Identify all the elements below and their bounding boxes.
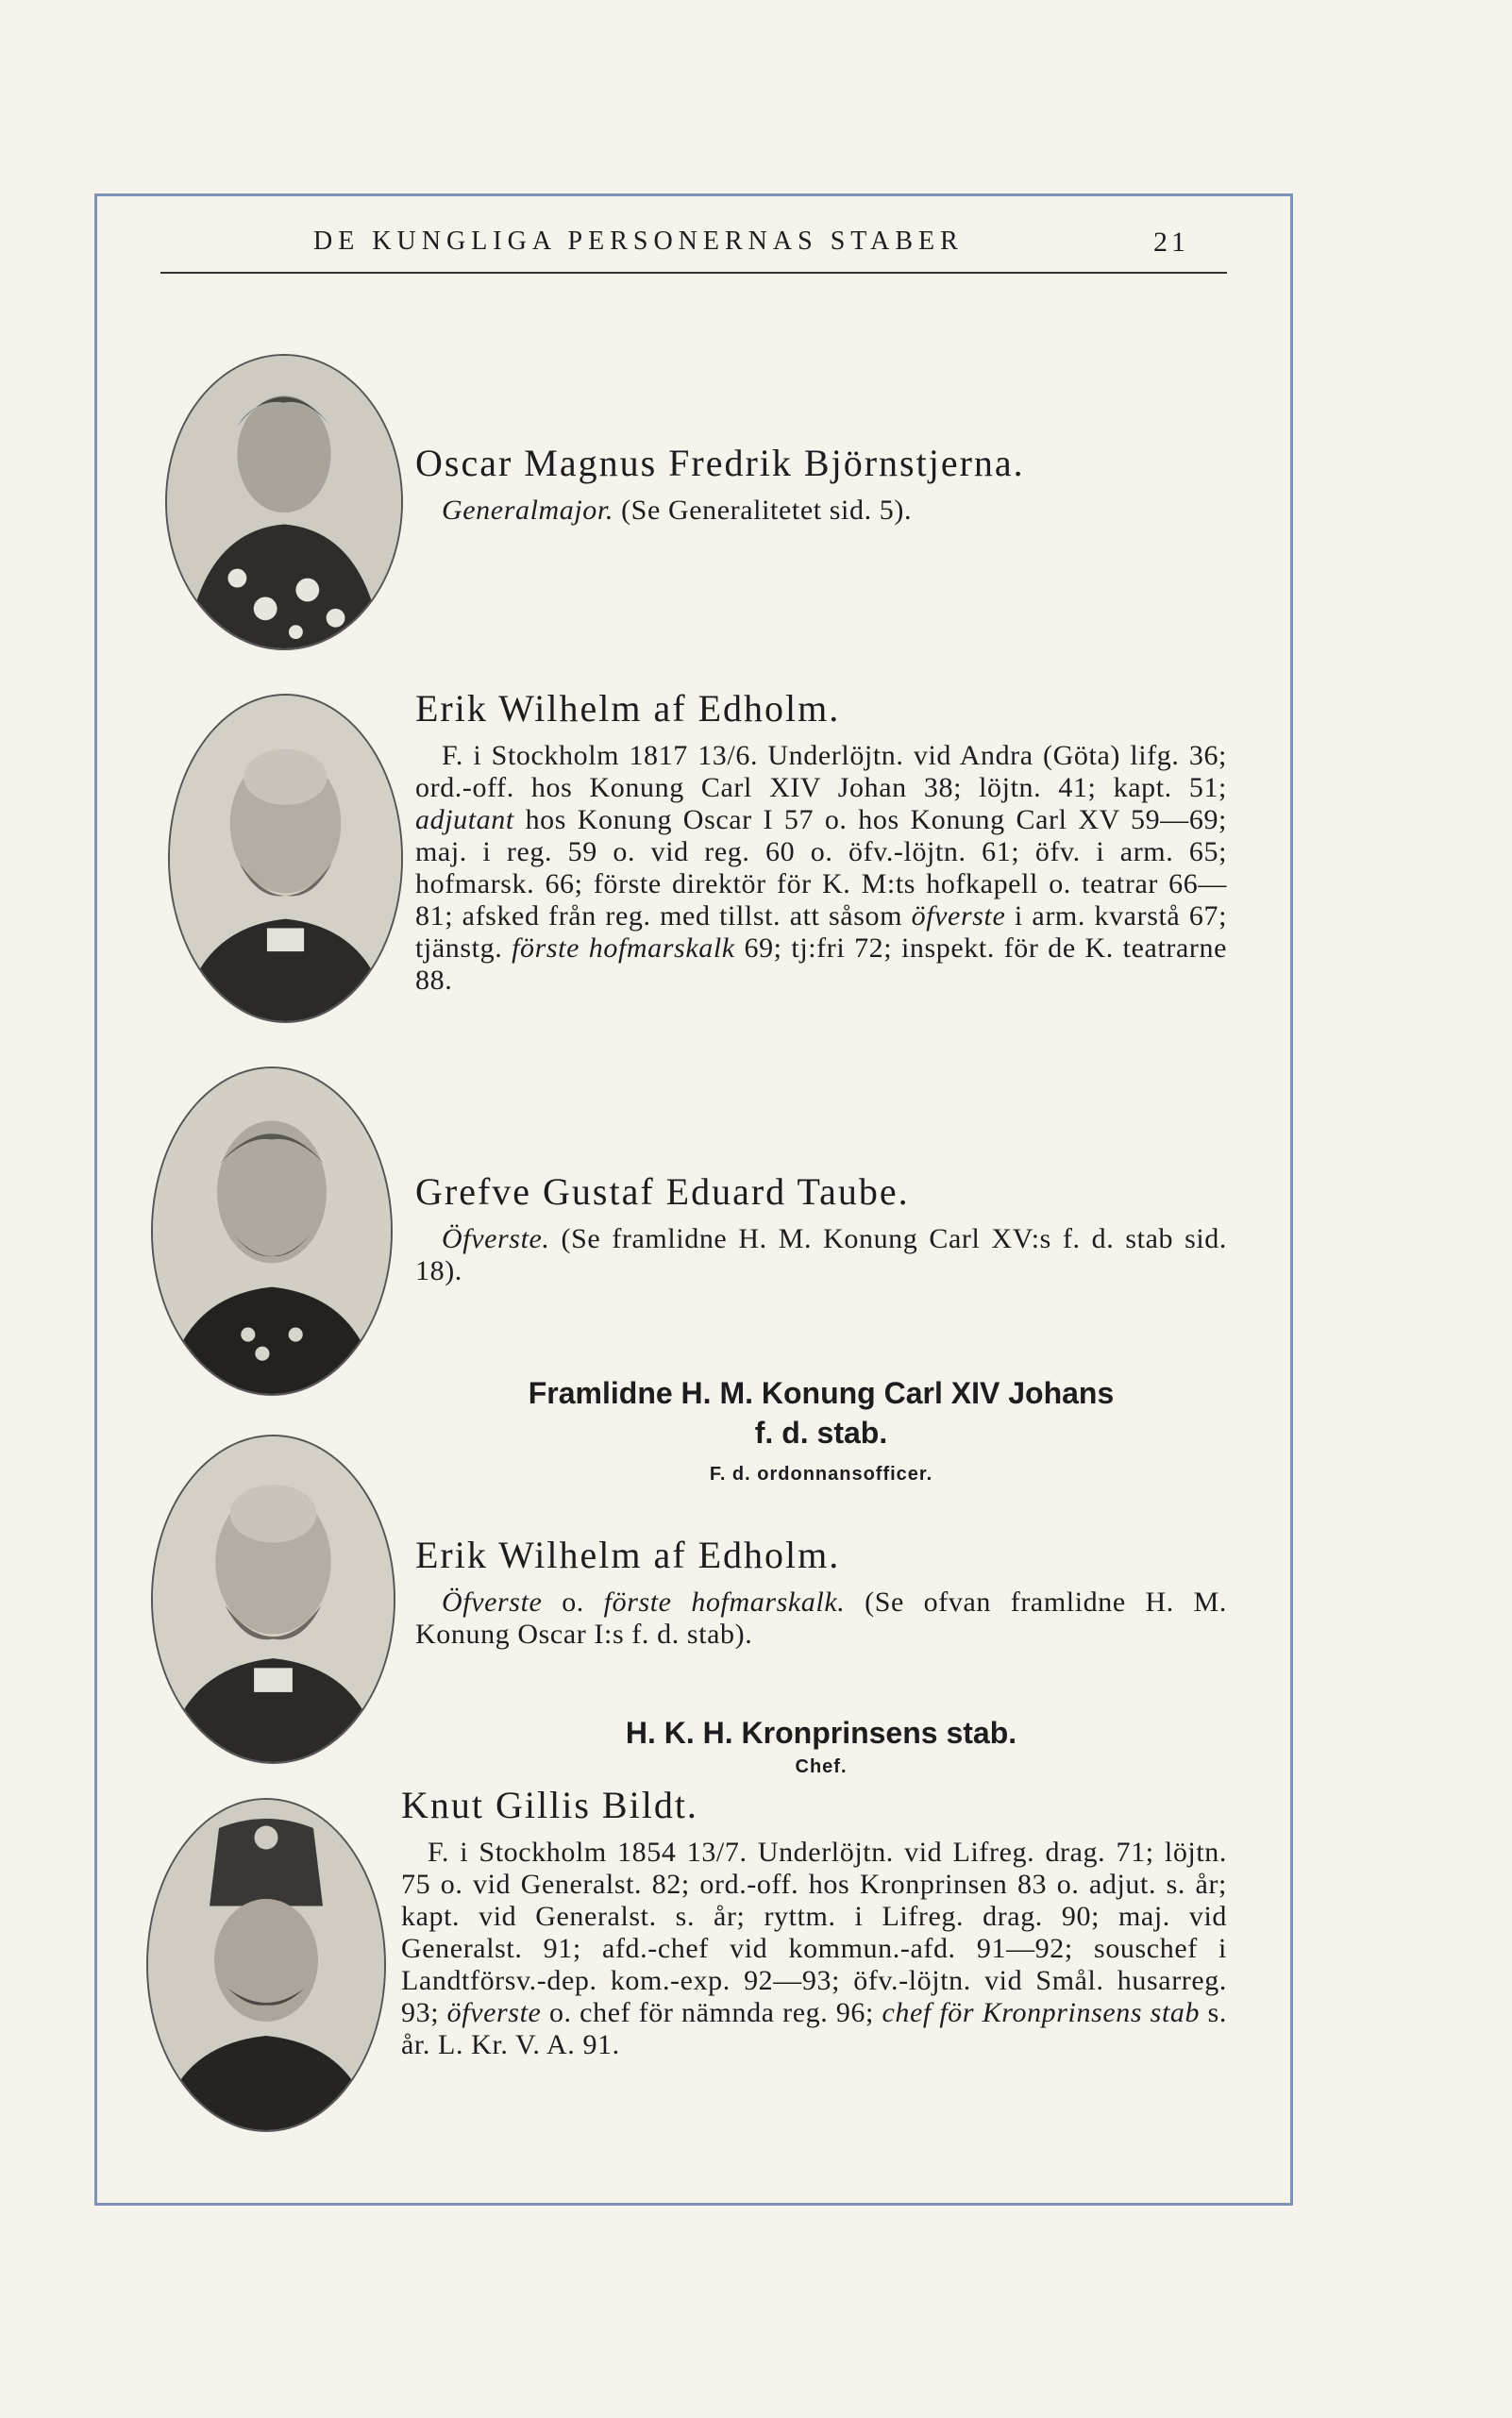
portrait-taube-image: [151, 1066, 393, 1396]
bio-part: hos Konung Oscar I 57 o. hos Konung Carl XV 59—69; maj. i reg. 59 o. vid reg. 60 o. öfv.-löjtn. 61; öfv. i arm. 65; hofmarsk. 66; förste direktör för K. M:ts hofkapell o. teatrar 66—81; afsked från reg. med tillst. att såsom: [415, 804, 1227, 932]
running-header: [160, 227, 1227, 274]
portrait-bjornstjerna-image: [165, 354, 403, 650]
section-subtitle: Chef.: [795, 1756, 848, 1777]
entry-text: [415, 495, 1227, 527]
person-name: Oscar Magnus Fredrik Björnstjerna.: [415, 442, 1025, 484]
biography: [401, 1837, 1227, 2061]
bio-italic: öfverste: [911, 900, 1006, 932]
bio-part: F. i Stockholm 1854 13/7. Underlöjtn. vid Lifreg. drag. 71; löjtn. 75 o. vid Generalst. 82; ord.-off. hos Kronprinsen 83 o. adjut. s. år; kapt. vid Generalst. s. år; ryttm. i Lifreg. drag. 90; maj. vid Generalst. 91; afd.-chef vid kommun.-afd. 91—92; souschef i Landtförsv.-dep. kom.-exp. 92—93; öfv.-löjtn. vid Smål. husarreg. 93;: [401, 1837, 1227, 2028]
section-heading-carl-xiv-johan: [415, 1373, 1227, 1488]
bio-part: F. i Stockholm 1817 13/6. Underlöjtn. vid Andra (Göta) lifg. 36; ord.-off. hos Konung Carl XIV Johan 38; löjtn. 41; kapt. 51;: [415, 740, 1227, 803]
bio-italic: chef för Kronprinsens stab: [882, 1997, 1201, 2028]
bio-italic: förste hofmarskalk: [512, 932, 735, 964]
reference-note: (Se Generalitetet sid. 5).: [621, 495, 913, 526]
running-title: DE KUNGLIGA PERSONERNAS STABER: [313, 227, 964, 256]
portrait-bildt-image: [146, 1798, 386, 2132]
person-name: Grefve Gustaf Eduard Taube.: [415, 1170, 910, 1213]
bio-part: 69; tj:fri 72; inspekt. för de K. teatrarne 88.: [415, 932, 1227, 996]
portrait-edholm-image: [168, 694, 403, 1023]
section-subtitle: F. d. ordonnansofficer.: [709, 1464, 933, 1485]
person-name: Erik Wilhelm af Edholm.: [415, 1534, 841, 1576]
section-title-line-1: Framlidne H. M. Konung Carl XIV Johans: [528, 1376, 1115, 1410]
bio-part: i arm. kvarstå 67; tjänstg.: [415, 900, 1227, 964]
entry-text: [415, 1587, 1227, 1651]
bio-part: s. år. L. Kr. V. A. 91.: [401, 1997, 1227, 2060]
entry-taube: [415, 1170, 1227, 1287]
rank: Öfverste.: [442, 1223, 550, 1254]
bio-part: o. chef för nämnda reg. 96;: [541, 1997, 882, 2028]
bio-italic: öfverste: [446, 1997, 542, 2028]
entry-edholm-ordonnans: [415, 1534, 1227, 1651]
entry-bjornstjerna: [415, 442, 1227, 527]
reference-note: (Se ofvan framlidne H. M. Konung Oscar I:s f. d. stab).: [415, 1587, 1227, 1650]
bio-italic: adjutant: [415, 804, 514, 835]
rank: Generalmajor.: [442, 495, 613, 526]
entry-bildt: [401, 1784, 1227, 2061]
reference-note: (Se framlidne H. M. Konung Carl XV:s f. d. stab sid. 18).: [415, 1223, 1227, 1286]
biography: [415, 740, 1227, 997]
section-heading-kronprinsens-stab: [415, 1713, 1227, 1781]
portrait-edholm-2-image: [151, 1435, 395, 1764]
entry-edholm: [415, 687, 1227, 997]
conjunction: o.: [542, 1587, 604, 1618]
entry-text: [415, 1223, 1227, 1287]
section-title: H. K. H. Kronprinsens stab.: [625, 1716, 1017, 1750]
person-name: Erik Wilhelm af Edholm.: [415, 687, 841, 730]
rank: Öfverste: [442, 1587, 543, 1618]
person-name: Knut Gillis Bildt.: [401, 1784, 698, 1826]
rank-2: förste hofmarskalk.: [603, 1587, 846, 1618]
section-title-line-2: f. d. stab.: [754, 1416, 888, 1450]
page-number: 21: [1153, 227, 1189, 258]
